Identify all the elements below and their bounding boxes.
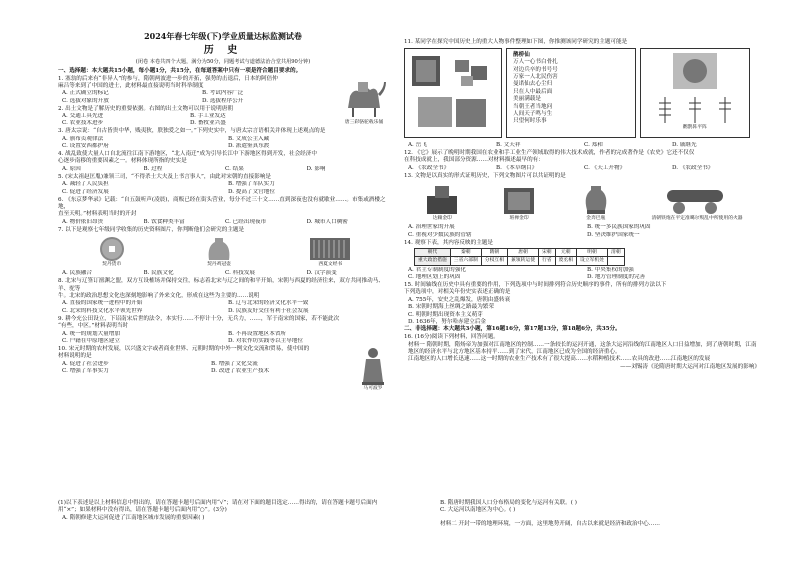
section-2-heading: 二、非选择题：本大题共3小题，第16题16分，第17题13分，第18题6分，共35分。 <box>404 326 621 333</box>
option: D. 派遣鉴真东渡 <box>228 143 270 150</box>
q15-options <box>404 297 760 327</box>
q13-stem: 13. 文物是以真实的形式证明历史，下列文物图片可以共证明的是 <box>404 172 566 179</box>
option: D. 畜牧业兴盛 <box>190 120 226 127</box>
option: D. 城市人口稠密 <box>306 218 348 225</box>
poem-line: 只在人中最后面 <box>513 88 553 95</box>
subject-title: 历 史 <box>203 44 243 56</box>
q3-options <box>58 136 388 151</box>
q11-right-images <box>640 48 750 138</box>
camel-figurine-image <box>340 76 388 120</box>
table-header: 秦朝 <box>450 249 481 257</box>
q1-stem2: 麻吕等来到了中国的进士，此材料最直接说明当时科举制度 <box>58 82 204 89</box>
option: A. 民族融合 <box>62 270 92 277</box>
option: C. 地理区划上的巩固 <box>408 274 461 281</box>
q13-fig-caption: 金奔巴瓶 <box>586 216 606 222</box>
q1-fig-caption: 唐三彩骆驼载乐俑 <box>344 119 384 125</box>
poem-line: 曼诺仙去心尘归 <box>513 81 553 88</box>
option: D. 地方管理制度的完善 <box>587 274 646 281</box>
option: C. 科技发展 <box>225 270 256 277</box>
option: A. 《农政全书》 <box>408 164 450 171</box>
q7-figures <box>58 236 388 268</box>
question-2 <box>58 106 388 128</box>
option: D. 影响 <box>306 165 326 172</box>
option: A. 促进了社会进步 <box>62 360 109 367</box>
q10-fig-caption: 马可波罗 <box>363 385 383 391</box>
option: C. 重视对少数民族的管辖 <box>408 231 472 238</box>
option: D. 1636年，努尔哈赤建立后金 <box>408 318 487 325</box>
option: B. 宋朝时期海上丝绸之路最为繁荣 <box>408 304 494 311</box>
statue-image <box>358 346 388 386</box>
q16-stem: 16. (16分)阅读下列材料，回答问题。 <box>404 334 499 341</box>
q16-item-b: B. 隋唐时期我国人口分布格局的变化与运河有关联。( ) <box>440 500 577 506</box>
option: C. 选拔对象的开放 <box>62 97 109 104</box>
bottom-left-block <box>58 500 388 522</box>
option: B. 辽与北宋的经济文化水平一致 <box>228 300 309 307</box>
q13-figures <box>404 182 760 222</box>
q1-options <box>58 90 336 105</box>
table-cell: 重大政治措施 <box>415 257 451 265</box>
question-15 <box>404 282 760 326</box>
question-4 <box>58 151 388 173</box>
poem-line: 万人一心书白骨扎 <box>513 59 558 66</box>
q10-figure <box>358 346 388 392</box>
option: D. 选拔程序公开 <box>202 97 244 104</box>
option: B. 过程 <box>143 165 163 172</box>
poem-line: 美丽满载是 <box>513 96 541 103</box>
q14-table <box>414 248 625 266</box>
option: B. 增强了军队实力 <box>228 181 275 188</box>
option: C. 户籍在中原地区建立 <box>62 337 120 344</box>
q16-item-c: C. 大运河以南地区为中心。( ) <box>440 507 516 514</box>
q7-stem: 7. 以下是观察七年级同学收集的历史资料图片，你判断他们会研究的主题是 <box>58 226 245 233</box>
option: C. 明朝时期出现资本主义萌芽 <box>408 311 483 318</box>
q11-options <box>404 142 760 149</box>
q10-stem: 10. 宋元时期的农村发展，以兴盛文字或者商业世界、元朝时期的中外一例文化交流和贸易，使中国的 <box>58 345 310 352</box>
golden-urn-image <box>575 182 617 216</box>
table-cell: 废丞相 <box>555 257 576 265</box>
q8-stem2: 牛。北宋的政治思想文化也深刻地影响了外来文化，形成在这些为主要的……说明 <box>58 293 260 300</box>
q12-stem2: 在科技成就上，我国部分资源……对材料描述最早的有： <box>404 157 544 164</box>
q4-stem2: 心逐步南移的重要因素之一。材料体现所指的史实是 <box>58 158 187 165</box>
table-header: 隋朝 <box>481 249 507 257</box>
exam-note: (闭卷 本卷共四个大题，满分为50分，同题考试与道德法治合堂共用90分钟) <box>135 58 311 65</box>
option: C. 设置安西都护府 <box>62 143 109 150</box>
table-header: 唐朝 <box>508 249 539 257</box>
q13-figure <box>651 182 742 222</box>
q13-fig-caption: 清朝铁炮在平定准噶尔叛乱中所使用的火器 <box>651 216 743 222</box>
question-12 <box>404 150 760 172</box>
table-row <box>415 249 625 257</box>
option: C. 《天工开物》 <box>584 164 626 171</box>
option: A. 减轻了人民负担 <box>62 181 109 188</box>
q9-stem: 9. 耕今充公田设立，下诏南宋后世的法令，本实行……不停计十分，无兵力，……，军于南宋的国家，若不能此次 <box>58 315 340 322</box>
q7-options <box>58 270 388 277</box>
option: A. 治理世家的开展 <box>408 224 455 231</box>
table-cell <box>608 257 625 265</box>
question-9 <box>58 316 388 346</box>
q13-figure <box>421 182 463 222</box>
q12-options <box>404 165 760 172</box>
option: C. 北宋的科技文化水平领先世界 <box>62 307 143 314</box>
option: A. 岳飞 <box>408 141 427 148</box>
question-11 <box>404 39 760 150</box>
coin-image <box>94 236 130 262</box>
scripture-image <box>308 236 352 262</box>
option: B. 文成公主入藏 <box>228 135 270 142</box>
option: C. 结果 <box>225 165 244 172</box>
option: A. 正式确立的标记 <box>62 90 109 97</box>
q9-options <box>58 331 388 346</box>
q5-options <box>58 181 388 196</box>
option: B. 手工业发达 <box>190 113 226 120</box>
seal-image <box>421 182 463 216</box>
poem-line: 当朝王者当地问 <box>513 103 553 110</box>
table-cell: 兼领转运使 <box>508 257 539 265</box>
option: D. 《农政全书》 <box>672 164 714 171</box>
q8-options <box>58 300 388 315</box>
option: B. 增强了文化交流 <box>211 360 258 367</box>
option: C. 促进了经济发展 <box>62 188 109 195</box>
option: A. 统一的规划大量增加 <box>62 330 120 337</box>
q13-figure <box>498 182 540 222</box>
option: A. 755年，安史之乱爆发，唐朝由盛转衰 <box>408 296 511 303</box>
exam-title: 2024年春七年级(下)学业质量达标监测试卷 <box>144 31 302 41</box>
q3-stem: 3. 唐太宗说：“自古皆贵中华，贱夷狄，朕独爱之如一。”下列史实中，与唐太宗言语相关并体现上述观点的是 <box>58 128 326 135</box>
q16-item-a: A. 隋朝修建大运河促进了江南地区城市发展的重要因素( ) <box>62 514 205 521</box>
table-header: 元朝 <box>555 249 576 257</box>
question-3 <box>58 128 388 150</box>
option: C. 农业技术进步 <box>62 120 104 127</box>
option: D. 坚决维护国家统一 <box>587 231 640 238</box>
q8-stem: 8. 北宋与辽签订澶渊之盟，双方互设榷场并保持交往，标志着北宋与辽之间的和平开始，宋朝与西夏的经济往来，双方共同推动马、羊、驼等 <box>58 278 384 292</box>
book-image <box>408 52 448 90</box>
option: B. 中央集权的加强 <box>587 266 634 273</box>
cannon-image <box>665 49 725 95</box>
poem-line: 万家一人北民伤害 <box>513 74 558 81</box>
option: B. 考试内容广泛 <box>202 90 244 97</box>
poem-line: 人间天子鸣与生 <box>513 110 553 117</box>
poem-line: 对边兵卒的书号号 <box>513 66 558 73</box>
q2-options <box>58 113 312 128</box>
q13-figure <box>575 182 617 222</box>
q14-stem: 14. 观察下表，其内容反映的主题是 <box>404 239 493 246</box>
option: C. 已经出现夜市 <box>225 218 267 225</box>
q2-stem: 2. 出土文物是了解历史的重要依据。右图的出土文物可以用于说明唐朝 <box>58 105 233 112</box>
q16-material-1b: 江南地区的人口增长迅速……这一时期的农业生产技术有了很大提高……水稻种植技术……农具的改进……江南地区的发展 <box>408 356 711 363</box>
table-header: 宋朝 <box>539 249 556 257</box>
question-7 <box>58 227 388 278</box>
option: D. 提高了文官地位 <box>228 188 275 195</box>
q4-options <box>58 166 388 173</box>
q11-stem: 11. 某同学在探究中国历史上的重大人物事件整理如下图，你推测该同学研究的主题可能是 <box>404 38 628 45</box>
q16-material-1: 材料一 隋朝时期，隋炀帝为加强对江南地区的控制……一条较长的运河开通，这条大运河沿线的江南地区人口日益增加，到了唐朝时期，江南地区的经济水平与北方地区基本持平……到了宋代，江南地区已成为全国的经济重心。 <box>408 341 757 356</box>
q16-material-2: 材料二 开封一带的地理环境，一方面，这里地势开阔，自古以来就是经济和政治中心…… <box>440 520 660 527</box>
q1-figure <box>340 76 388 126</box>
section-1-heading: 一、选择题：本大题共15小题，每小题1分，共15分，在每道答案中只有一项是符合题目要求的。 <box>58 67 302 74</box>
q10-options <box>58 361 354 376</box>
q6-options <box>58 219 388 226</box>
question-16 <box>404 334 760 371</box>
q1-stem: 1. 塞翁的后来有“非异人”的参与，隋朝两波进一步的开拓，强势的击退后，日本的阿倍仲 <box>58 75 278 82</box>
table-cell: 分权互相 <box>481 257 507 265</box>
battle-formation-image <box>645 95 745 125</box>
option: D. 戚继光 <box>672 141 697 148</box>
q4-stem: 4. 战乱致使大量人口自北流往江南下游地区，“北人南迁”成为引导长江中下游地区得到开发，社会经济中 <box>58 151 317 158</box>
table-header: 朝代 <box>415 249 451 257</box>
q13-fig-caption: 班禅金印 <box>509 216 529 222</box>
q16-part1-text: (1)以下表述是以上材料信息中得出的，请在答题卡题号后面内用“√”；请在对下面的题目选定……得出的，请在答题卡题号后面内用“×”；如果材料中没有得出，请在答题卡题号后面内用“○”。(3分) <box>58 500 378 514</box>
q10-stem2: 材料说明的是 <box>58 353 92 360</box>
q7-figure <box>94 236 130 268</box>
q7-fig-caption: 西夏文经书 <box>318 262 343 267</box>
q15-stem: 15. 时间轴线在历史中具有重要的作用，下列选项中与时间排列符合历史顺序的事件，所有的排列方法以下 <box>404 282 667 289</box>
option: A. 原因 <box>62 165 81 172</box>
option: B. 《本草纲目》 <box>496 164 538 171</box>
table-header: 明朝 <box>577 249 608 257</box>
option: B. 不再设置地区本省所 <box>228 330 287 337</box>
right-column <box>404 38 760 371</box>
question-6 <box>58 197 388 227</box>
table-cell: 行省 <box>539 257 556 265</box>
q6-stem: 6. 《东京梦华录》记载：“自五鼓听声(凌晨)，商贩已经在街头营业，每分不过三十文……直到深夜也没有就歇业……。市集或酒楼之地， <box>58 196 386 210</box>
option: D. 汉字演变 <box>306 270 337 277</box>
q11-left-images <box>404 48 502 138</box>
flask-image <box>201 236 237 262</box>
table-header: 清朝 <box>608 249 625 257</box>
q7-fig-caption: 契丹鸡冠壶 <box>206 262 231 267</box>
option: A. 交通工具先进 <box>62 113 104 120</box>
table-cell: 三省六部制 <box>450 257 481 265</box>
seal-image <box>498 182 540 216</box>
q13-options <box>404 224 760 239</box>
option: D. 对农作坊实践等以主导地位 <box>228 337 303 344</box>
option: B. 饮食种类丰富 <box>143 218 185 225</box>
q16-source: ——刘锡涛《论隋唐时期大运河对江南地区发展的影响》 <box>620 363 760 370</box>
q14-options <box>404 267 760 282</box>
option: C. 郑和 <box>584 141 603 148</box>
q15-stem2: 下列选项中，对相关年份史实表述正确的是 <box>404 289 511 296</box>
poem-line: 只望何时乐事 <box>513 118 547 125</box>
q13-fig-caption: 达赖金印 <box>432 216 452 222</box>
option: A. 君主专制制度的强化 <box>408 266 466 273</box>
compass-image <box>408 93 494 133</box>
q11-poem-title: 鹊桥仙 <box>513 51 530 58</box>
table-cell: 设立军机处 <box>577 257 608 265</box>
question-14 <box>404 240 760 282</box>
q7-figure <box>308 236 352 268</box>
option: D. 民族友好交往有利于社会发展 <box>228 307 309 314</box>
q6-stem2: 直至天明。”材料表明当时的开封 <box>58 211 137 218</box>
option: A. 物价依旧昂贵 <box>62 218 104 225</box>
question-8 <box>58 278 388 315</box>
option: B. 民族文化 <box>143 270 174 277</box>
q7-fig-caption: 契丹货币 <box>102 262 122 267</box>
option: A. 直接的国家统一进程中的开始 <box>62 300 143 307</box>
q9-stem2: “有些，中区。”材料表明当时 <box>58 323 129 330</box>
q7-figure <box>201 236 237 268</box>
q11-figures <box>404 48 760 140</box>
q5-stem: 5. (宋太祖赵匡胤)兼领三司，“不得杀士大夫及上书言事人”，由此对宋朝的直接影响是 <box>58 173 271 180</box>
question-5 <box>58 174 388 196</box>
bottom-right-block <box>440 500 760 528</box>
q11-fig-caption: 鹳鹊阵平阵 <box>683 124 707 130</box>
left-column <box>58 0 388 392</box>
q12-stem: 12. 《它》展示了晚明时期我国在农业和手工业生产领域取得的伟大技术成就，作者的完成著作是《农史》它还不仅仅 <box>404 149 695 156</box>
movable-type-image <box>451 52 495 90</box>
option: D. 改进了农业生产技术 <box>211 367 270 374</box>
option: B. 统一多民族国家的巩固 <box>587 224 651 231</box>
option: C. 增强了军事实力 <box>62 367 109 374</box>
q11-poem-box <box>506 48 636 138</box>
cannon-image <box>657 182 737 216</box>
question-13 <box>404 173 760 239</box>
table-row <box>415 257 625 265</box>
option: B. 文天祥 <box>496 141 521 148</box>
option: A. 颁布贞观律法 <box>62 135 104 142</box>
question-10 <box>58 345 388 391</box>
